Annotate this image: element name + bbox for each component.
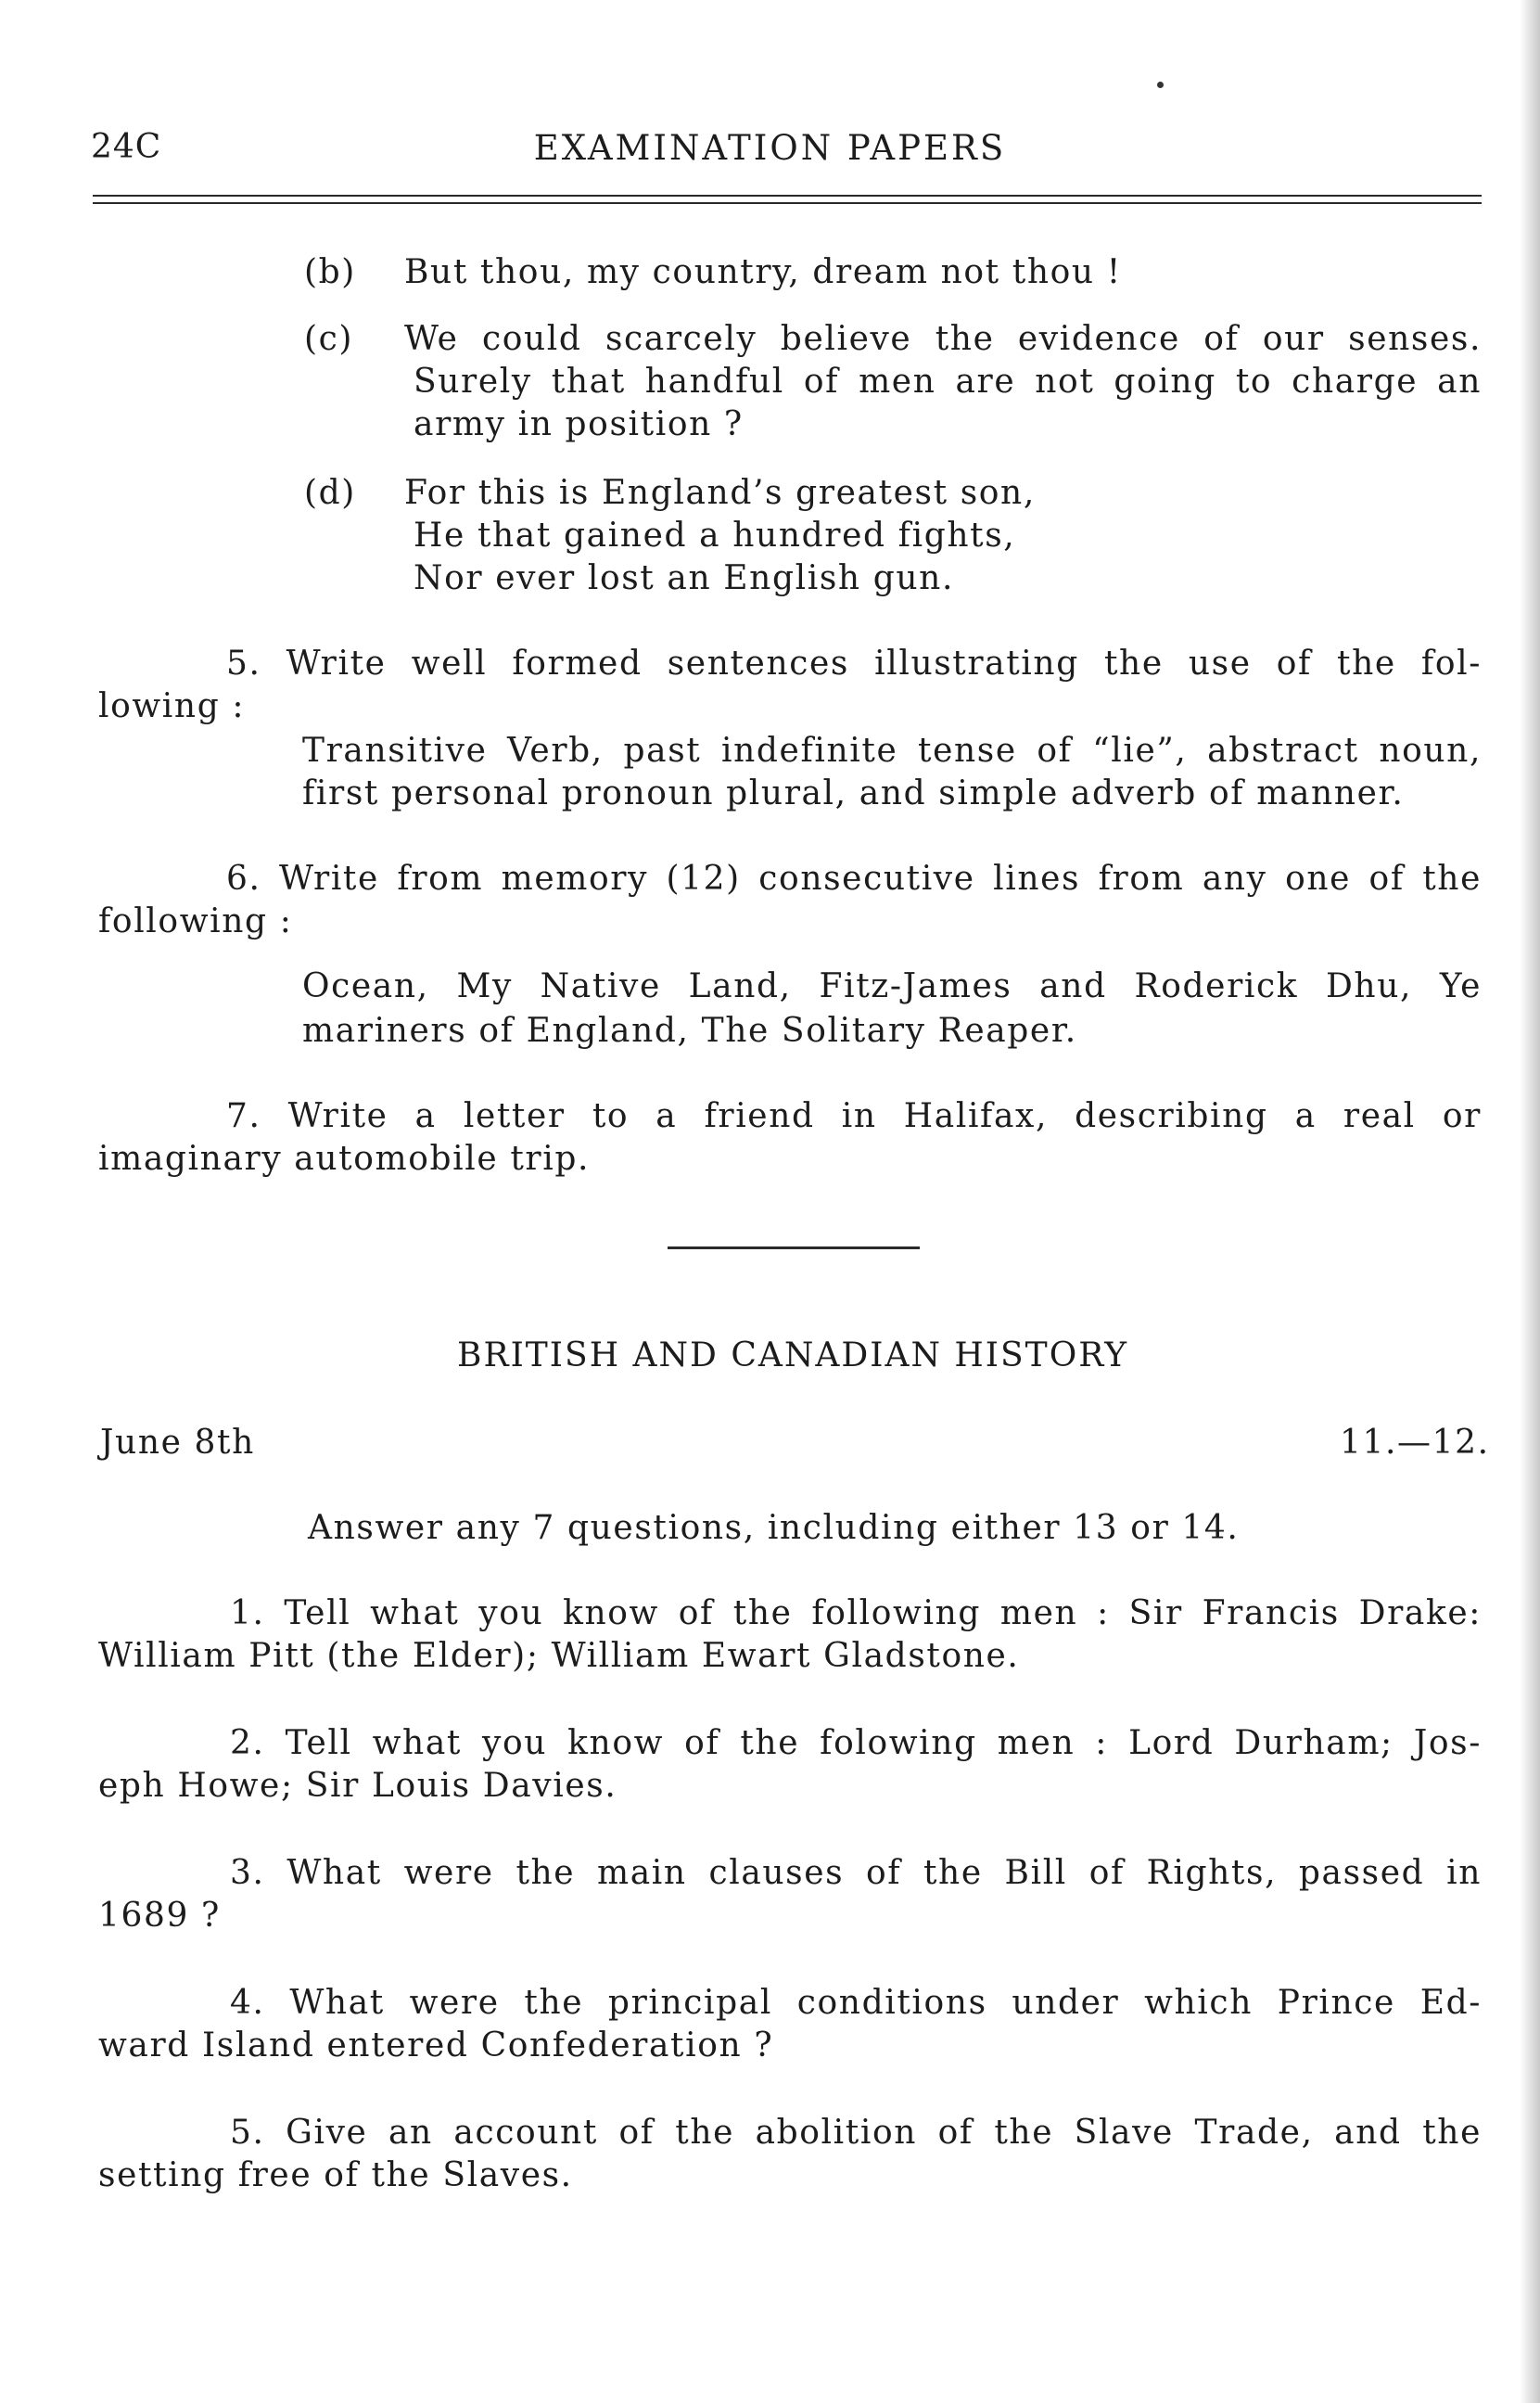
- history-question-1-line1: 1. Tell what you know of the following men : Sir Francis Drake:: [230, 1594, 1482, 1632]
- quote-d-line2: He that gained a hundred fights,: [414, 517, 1016, 555]
- quote-b-text: But thou, my country, dream not thou !: [404, 253, 1122, 291]
- question-5-line1: 5. Write well formed sentences illustrating the use of the fol-: [226, 645, 1482, 683]
- header-rule-bottom: [93, 202, 1482, 204]
- quote-c-line1: We could scarcely believe the evidence of our senses.: [404, 320, 1482, 358]
- question-5-list2: first personal pronoun plural, and simple adverb of manner.: [302, 774, 1405, 812]
- history-question-4-line1: 4. What were the principal conditions under which Prince Ed-: [230, 1984, 1482, 2022]
- question-6-list1: Ocean, My Native Land, Fitz-James and Roderick Dhu, Ye: [302, 967, 1482, 1005]
- ink-speck: [1157, 82, 1164, 88]
- quote-c-line2: Surely that handful of men are not going to charge an: [414, 363, 1482, 401]
- header-rule-top: [93, 195, 1482, 197]
- section-divider: [668, 1246, 920, 1249]
- history-question-3-line2: 1689 ?: [98, 1897, 221, 1935]
- page-number: 24C: [91, 128, 162, 166]
- history-question-5-line1: 5. Give an account of the abolition of the Slave Trade, and the: [230, 2114, 1482, 2152]
- history-question-4-line2: ward Island entered Confederation ?: [98, 2026, 774, 2064]
- running-header: EXAMINATION PAPERS: [533, 128, 1007, 168]
- question-5-list1: Transitive Verb, past indefinite tense of “lie”, abstract noun,: [302, 732, 1482, 770]
- quote-d-line3: Nor ever lost an English gun.: [414, 559, 954, 597]
- page-edge-shadow: [1520, 0, 1540, 2403]
- history-question-1-line2: William Pitt (the Elder); William Ewart Gladstone.: [98, 1637, 1020, 1675]
- instructions: Answer any 7 questions, including either 13 or 14.: [308, 1509, 1240, 1547]
- quote-c-label: (c): [304, 320, 354, 358]
- question-5-line2: lowing :: [98, 687, 246, 725]
- quote-d-line1: For this is England’s greatest son,: [404, 474, 1036, 512]
- exam-time: 11.—12.: [1340, 1424, 1490, 1462]
- history-question-5-line2: setting free of the Slaves.: [98, 2156, 573, 2194]
- question-6-line2: following :: [98, 902, 293, 940]
- quote-b-label: (b): [304, 253, 356, 291]
- question-6-list2: mariners of England, The Solitary Reaper.: [302, 1012, 1077, 1050]
- quote-c-line3: army in position ?: [414, 405, 744, 443]
- history-question-3-line1: 3. What were the main clauses of the Bill of Rights, passed in: [230, 1854, 1482, 1892]
- question-7-line2: imaginary automobile trip.: [98, 1140, 591, 1178]
- exam-date: June 8th: [100, 1424, 255, 1462]
- quote-d-label: (d): [304, 474, 356, 512]
- question-6-line1: 6. Write from memory (12) consecutive lines from any one of the: [226, 860, 1482, 898]
- section-title: BRITISH AND CANADIAN HISTORY: [457, 1336, 1128, 1374]
- question-7-line1: 7. Write a letter to a friend in Halifax, describing a real or: [226, 1097, 1482, 1135]
- history-question-2-line1: 2. Tell what you know of the folowing men : Lord Durham; Jos-: [230, 1724, 1482, 1762]
- history-question-2-line2: eph Howe; Sir Louis Davies.: [98, 1767, 617, 1805]
